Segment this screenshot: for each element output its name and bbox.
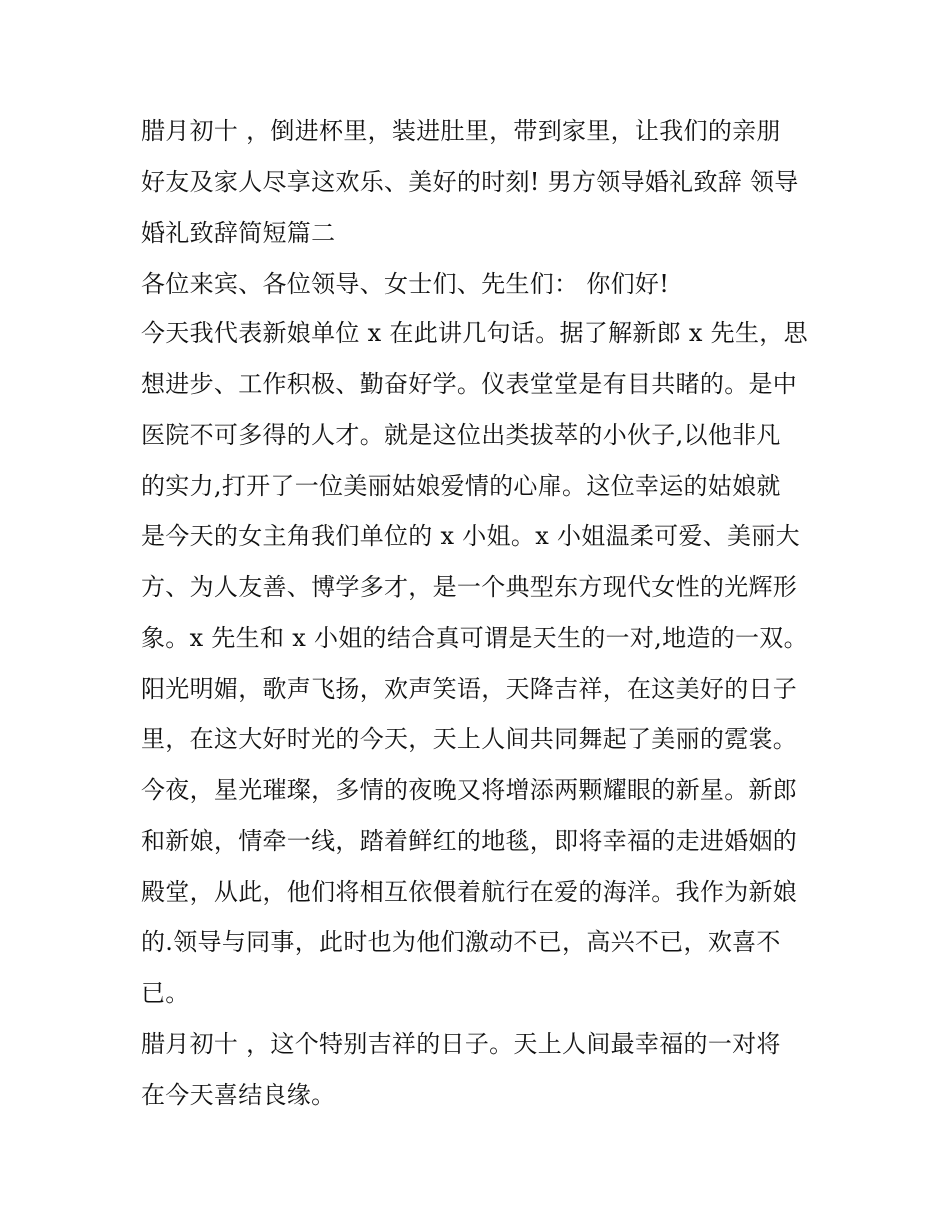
text-line: 腊月初十 ，这个特别吉祥的日子。天上人间最幸福的一对将 — [141, 1030, 781, 1058]
text-line: 今夜，星光璀璨，多情的夜晚又将增添两颗耀眼的新星。新郎 — [141, 776, 798, 804]
text-line: 各位来宾、各位领导、女士们、先生们： 你们好! — [141, 270, 670, 298]
text-line: 殿堂，从此，他们将相互依偎着航行在爱的海洋。我作为新娘 — [141, 878, 798, 906]
text-line: 婚礼致辞简短篇二 — [141, 219, 336, 247]
text-line: 好友及家人尽享这欢乐、美好的时刻! 男方领导婚礼致辞 领导 — [141, 168, 799, 196]
text-line: 想进步、工作积极、勤奋好学。仪表堂堂是有目共睹的。是中 — [141, 370, 798, 398]
text-line: 今天我代表新娘单位 x 在此讲几句话。据了解新郎 x 先生，思 — [141, 319, 808, 347]
text-line: 的.领导与同事，此时也为他们激动不已，高兴不已，欢喜不 — [141, 928, 781, 956]
text-line: 是今天的女主角我们单位的 x 小姐。x 小姐温柔可爱、美丽大 — [141, 522, 800, 550]
text-line: 里，在这大好时光的今天，天上人间共同舞起了美丽的霓裳。 — [141, 725, 798, 753]
text-line: 已。 — [141, 979, 190, 1007]
text-line: 阳光明媚，歌声飞扬，欢声笑语，天降吉祥，在这美好的日子 — [141, 675, 798, 703]
text-line: 象。x 先生和 x 小姐的结合真可谓是天生的一对,地造的一双。 — [141, 624, 808, 652]
text-line: 在今天喜结良缘。 — [141, 1081, 336, 1109]
text-line: 的实力,打开了一位美丽姑娘爱情的心扉。这位幸运的姑娘就 — [141, 472, 781, 500]
text-line: 医院不可多得的人才。就是这位出类拔萃的小伙子,以他非凡 — [141, 421, 781, 449]
text-line: 方、为人友善、博学多才，是一个典型东方现代女性的光辉形 — [141, 573, 798, 601]
text-line: 和新娘，情牵一线，踏着鲜红的地毯，即将幸福的走进婚姻的 — [141, 827, 798, 855]
text-line: 腊月初十 ，倒进杯里，装进肚里，带到家里，让我们的亲朋 — [141, 117, 781, 145]
